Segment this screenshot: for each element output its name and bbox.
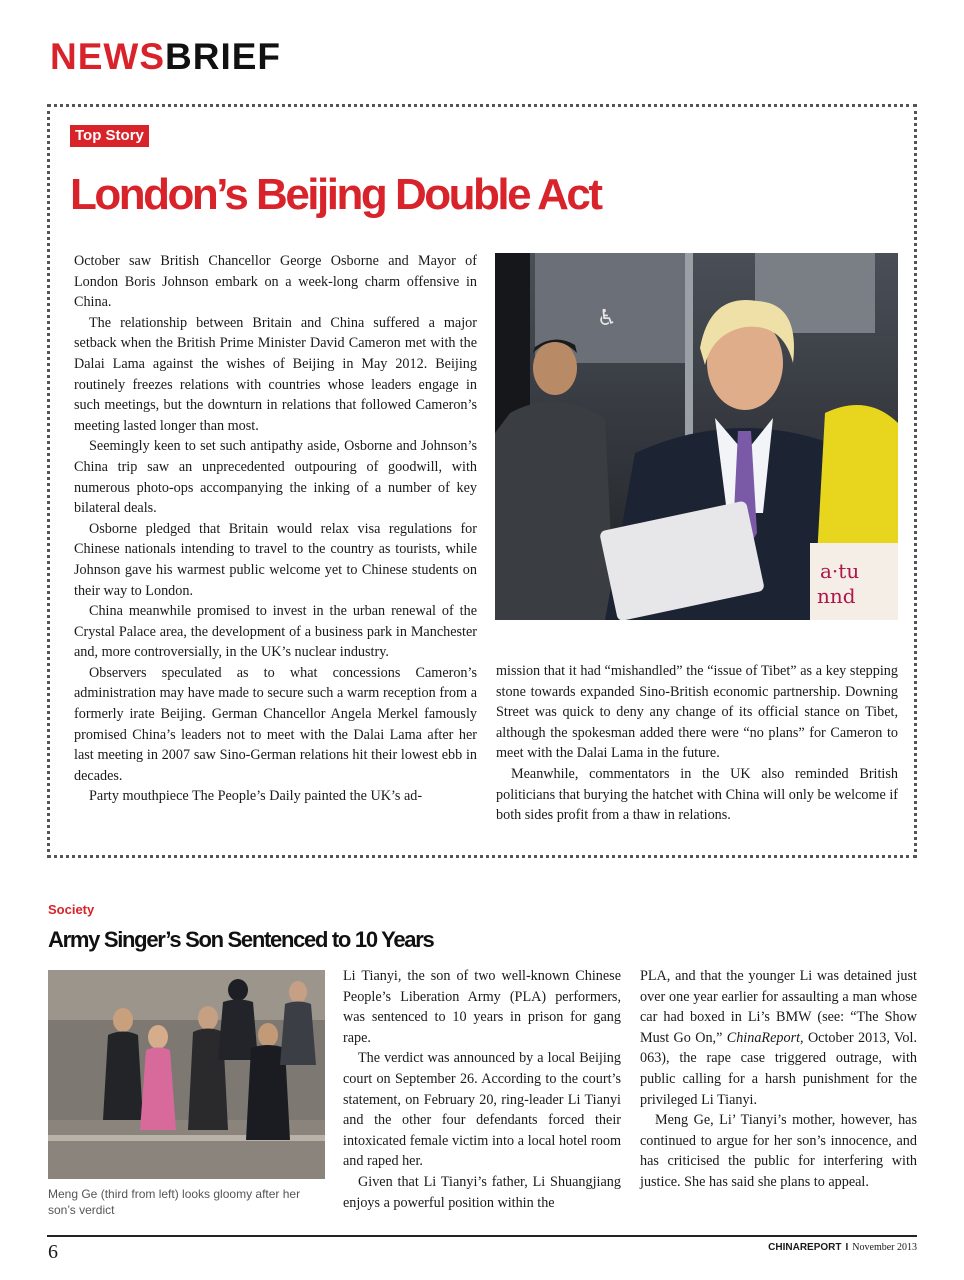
footer-date: November 2013	[852, 1242, 917, 1253]
court-photo-illustration	[48, 970, 325, 1179]
paragraph-text: , October 2013, Vol. 063), the rape case triggered outrage, with public calling for a harsh punishment for the privileged Li Tianyi.	[640, 1029, 917, 1108]
top-story-tag: Top Story	[70, 125, 149, 147]
publication-title: ChinaReport	[726, 1029, 801, 1046]
article-paragraph: October saw British Chancellor George Osborne and Mayor of London Boris Johnson embark on a week-long charm offensive in China.	[74, 253, 477, 311]
court-exit-photo	[48, 970, 325, 1179]
top-story-headline: London’s Beijing Double Act	[70, 170, 601, 219]
paragraph-text: PLA, and that the younger Li was detained just over one year earlier for assaulting a man whose car had boxed in Li’s BMW (see: “The Show Must Go On,”	[640, 968, 917, 1046]
society-column-1	[343, 966, 621, 1213]
svg-text:♿: ♿	[597, 306, 617, 331]
article-paragraph: China meanwhile promised to invest in the urban renewal of the Crystal Palace area, the development of a business park in Manchester and, more controversially, in the UK’s nuclear industry.	[74, 603, 477, 661]
article-paragraph: Meng Ge, Li’ Tianyi’s mother, however, has continued to argue for her son’s innocence, and has criticised the public for interfering with justice. She has said she plans to appeal.	[640, 1112, 917, 1190]
subway-photo-illustration	[495, 253, 898, 620]
article-paragraph: Observers speculated as to what concessions Cameron’s administration may have made to secure such a warm reception from a formerly irate Beijing. German Chancellor Angela Merkel famously promised China’s leaders not to meet with the Dalai Lama after her last meeting in 2007 saw Sino-German relations hit their lowest ebb in decades.	[74, 664, 477, 784]
society-column-2	[640, 966, 917, 1193]
top-story-column-1	[74, 251, 477, 807]
masthead	[50, 38, 281, 75]
footer-brand: CHINAREPORT	[768, 1242, 842, 1253]
masthead-brief: BRIEF	[165, 36, 281, 77]
svg-text:a·tu: a·tu	[820, 559, 860, 583]
section-label-society: Society	[48, 902, 95, 917]
article-paragraph: Li Tianyi, the son of two well-known Chinese People’s Liberation Army (PLA) performers, was sentenced to 10 years in prison for gang rape.	[343, 968, 621, 1046]
footer-publication-info	[600, 1241, 917, 1255]
masthead-news: NEWS	[50, 36, 165, 77]
footer-rule	[47, 1235, 917, 1237]
page-number: 6	[48, 1241, 58, 1263]
article-paragraph: Seemingly keen to set such antipathy aside, Osborne and Johnson’s China trip saw an unprecedented outpouring of goodwill, with numerous photo-ops accompanying the inking of a number of key bilateral deals.	[74, 438, 477, 517]
article-paragraph: Party mouthpiece The People’s Daily painted the UK’s ad-	[89, 788, 423, 805]
boris-johnson-subway-photo	[495, 253, 898, 620]
article-paragraph: Given that Li Tianyi’s father, Li Shuangjiang enjoys a powerful position within the	[343, 1173, 621, 1211]
article-paragraph: Osborne pledged that Britain would relax visa regulations for Chinese nationals intending to travel to the country as tourists, while Johnson gave his warmest public welcome yet to Chinese students on their way to London.	[74, 520, 477, 599]
article-paragraph	[640, 966, 917, 1110]
society-headline: Army Singer’s Son Sentenced to 10 Years	[48, 927, 434, 952]
footer-separator: I	[845, 1242, 849, 1253]
article-paragraph: mission that it had “mishandled” the “issue of Tibet” as a key stepping stone towards expanded Sino-British economic partnership. Downing Street was quick to deny any change of its official stance on Tibet, although the spokesman added there were “no plans” for Cameron to meet with the Dalai Lama in the future.	[496, 663, 898, 762]
article-paragraph: The verdict was announced by a local Beijing court on September 26. According to the court’s statement, on February 20, ring-leader Li Tianyi and the other four defendants forced their intoxicated female victim into a local hotel room and raped her.	[343, 1050, 621, 1170]
article-paragraph: The relationship between Britain and China suffered a major setback when the British Prime Minister David Cameron met with the Dalai Lama against the wishes of Beijing in May 2012. Beijing routinely freezes relations with countries whose leaders engage in such meetings, but the downturn in relations that followed Cameron’s meeting lasted longer than most.	[74, 314, 477, 434]
article-paragraph: Meanwhile, commentators in the UK also reminded British politicians that burying the hatchet with China will only be welcome if both sides profit from a thaw in relations.	[496, 765, 898, 824]
top-story-column-2	[496, 661, 898, 826]
photo-caption: Meng Ge (third from left) looks gloomy after her son’s verdict	[48, 1187, 301, 1217]
svg-text:nnd: nnd	[817, 584, 856, 608]
